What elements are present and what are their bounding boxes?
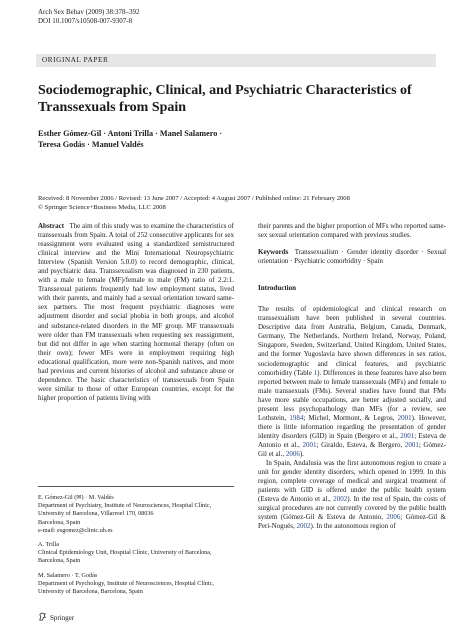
affiliation-block xyxy=(38,572,234,597)
abstract-paragraph xyxy=(38,222,234,403)
intro-text: ). Differences in these features have also been reported between male to female transsexuals (MFs) and female to male transsexuals (FMs). Several studies have found that FMs have more stable occupations, are better adjusted socially, and present less psychopathology than MFs (for a review, see Lothstein, xyxy=(258,368,446,422)
affiliation-authors: A. Trilla xyxy=(38,541,59,549)
copyright: © Springer Science+Business Media, LLC 2008 xyxy=(38,203,166,211)
citation-link[interactable]: 1984 xyxy=(289,413,304,422)
author-list xyxy=(38,128,438,150)
authors-line-1: Esther Gómez-Gil · Antoni Trilla · Manel Salamero · xyxy=(38,129,223,138)
section-heading-introduction: Introduction xyxy=(258,284,296,293)
intro-text: ; Gómez-Gil et al., xyxy=(258,440,446,458)
intro-text: ). xyxy=(299,449,304,458)
affiliation-address: Clinical Epidemiology Unit, Hospital Clínic, University of Barcelona, Barcelona, Spain xyxy=(38,549,212,565)
affiliation-city: Barcelona, Spain xyxy=(38,518,81,526)
history-dates: Received: 8 November 2006 / Revised: 13 June 2007 / Accepted: 4 August 2007 / Published online: 21 February 2008 xyxy=(38,195,350,202)
article-type: ORIGINAL PAPER xyxy=(42,56,109,64)
citation-link[interactable]: 2001 xyxy=(404,440,419,449)
article-type-bar xyxy=(36,54,436,67)
intro-text: ). In the autonomous region of xyxy=(310,522,396,531)
citation-link[interactable]: 2001 xyxy=(400,431,415,440)
table-reference-link[interactable]: 1 xyxy=(313,368,318,377)
citation-link[interactable]: 2002 xyxy=(333,495,348,504)
intro-paragraph-1 xyxy=(258,305,446,459)
intro-text: ; Michel, Mormont, & Legros, xyxy=(303,413,398,422)
keywords-list: Transsexualism · Gender identity disorder · Sexual orientation · Psychiatric comorbidity · Spain xyxy=(258,248,447,266)
intro-text: The results of epidemiological and clinical research on transsexualism have been published in several countries. Descriptive data from Australia, Belgium, Canada, Denmark, Germany, The Netherlands, Northern Ireland, Norway, Poland, Singapore, Sweden, Switzerland, United Kingdom, United States, and the former Yugoslavia have shown differences in sex ratios, sociodemographic and clinical features, and psychiatric comorbidity (Table xyxy=(258,305,446,377)
intro-text: ; Esteva de Antonio et al., xyxy=(258,431,446,449)
affiliation-authors: E. Gómez-Gil (✉) · M. Valdés xyxy=(38,494,114,501)
intro-text: ; Giraldo, Esteva, & Bergero, xyxy=(316,440,405,449)
keywords-label: Keywords xyxy=(258,248,289,257)
intro-text: ). In the rest of Spain, the costs of surgical procedures are not currently covered by the public health system (Gómez-Gil & Esteva de Antonio, xyxy=(258,495,446,522)
journal-volume: Arch Sex Behav (2009) 38:378–392 xyxy=(38,8,140,16)
publication-dates xyxy=(38,195,448,213)
citation-link[interactable]: 2006 xyxy=(386,513,401,522)
citation-link[interactable]: 2001 xyxy=(397,413,412,422)
citation-link[interactable]: 2002 xyxy=(296,522,311,531)
keywords-paragraph xyxy=(258,248,446,266)
intro-text: ). However, there is little information regarding the presentation of gender identity disorders (GID) in Spain (Bergero et al., xyxy=(258,413,446,440)
affiliation-authors: M. Salamero · T. Godás xyxy=(38,571,98,579)
journal-citation xyxy=(38,8,139,26)
article-title: Sociodemographic, Clinical, and Psychiatric Characteristics of Transsexuals from Spain xyxy=(38,83,412,115)
right-column xyxy=(258,222,446,531)
left-column xyxy=(38,222,234,403)
abstract-continuation: their parents and the higher proportion of MFs who reported same-sex sexual orientation compared with previous studies. xyxy=(258,222,446,240)
intro-text: In Spain, Andalusia was the first autonomous region to create a unit for gender identity disorders, which opened in 1999. In this region, complete coverage of medical and surgical treatment of patients with GID is offered under the public health system (Esteva de Antonio et al., xyxy=(258,459,446,504)
abstract-body: The aim of this study was to examine the characteristics of transsexuals from Spain. A total of 252 consecutive applicants for sex reassignment were evaluated using a standardized semistructured clinical interview and the Mini International Neuropsychiatric Interview (Spanish Version 5.0.0) to record demographic, clinical, and psychiatric data. Transsexualism was diagnosed in 230 patients, with a male to female (MF)/female to male (FM) ratio of 2.2:1. Transsexual patients frequently had low employment status, lived with their parents, and mainly had a sexual orientation toward same-sex partners. The most frequent psychiatric diagnoses were adjustment disorder and social phobia in both groups, and alcohol and substance-related disorders in the MF group. MF transsexuals were older than FM transsexuals when requesting sex reassignment, but did not differ in age when starting hormonal therapy (often on their own); fewer MFs were in employment requiring high educational qualification, more were non-Spanish natives, and more had previous and current histories of alcohol and substance abuse or dependence. The basic characteristics of transsexuals from Spain were similar to those of other European countries, except for the higher proportion of patients living with xyxy=(38,222,235,402)
affiliation-block xyxy=(38,541,234,566)
journal-doi: DOI 10.1007/s10508-007-9307-8 xyxy=(38,17,133,25)
affiliation-address: Department of Psychiatry, Institute of Neurosciences, Hospital Clínic, University of Barcelona, Villarroel 170, 08036 xyxy=(38,502,212,518)
intro-text: ; Gómez-Gil & Peri-Nogués, xyxy=(258,513,446,531)
author-affiliations xyxy=(38,486,234,602)
citation-link[interactable]: 2001 xyxy=(302,440,317,449)
abstract-label: Abstract xyxy=(38,222,65,230)
affiliation-email[interactable]: e-mail: esgomez@clinic.ub.es xyxy=(38,526,113,534)
authors-line-2: Teresa Godás · Manuel Valdés xyxy=(38,140,144,149)
affiliation-address: Department of Psychology, Institute of Neurosciences, Hospital Clínic, University of Barcelona, Barcelona, Spain xyxy=(38,579,214,596)
citation-link[interactable]: 2006 xyxy=(285,449,300,458)
publisher-name: Springer xyxy=(50,614,75,622)
intro-paragraph-2 xyxy=(258,459,446,531)
affiliation-block xyxy=(38,494,234,535)
page-footer xyxy=(38,612,74,624)
springer-horse-icon xyxy=(38,612,47,624)
